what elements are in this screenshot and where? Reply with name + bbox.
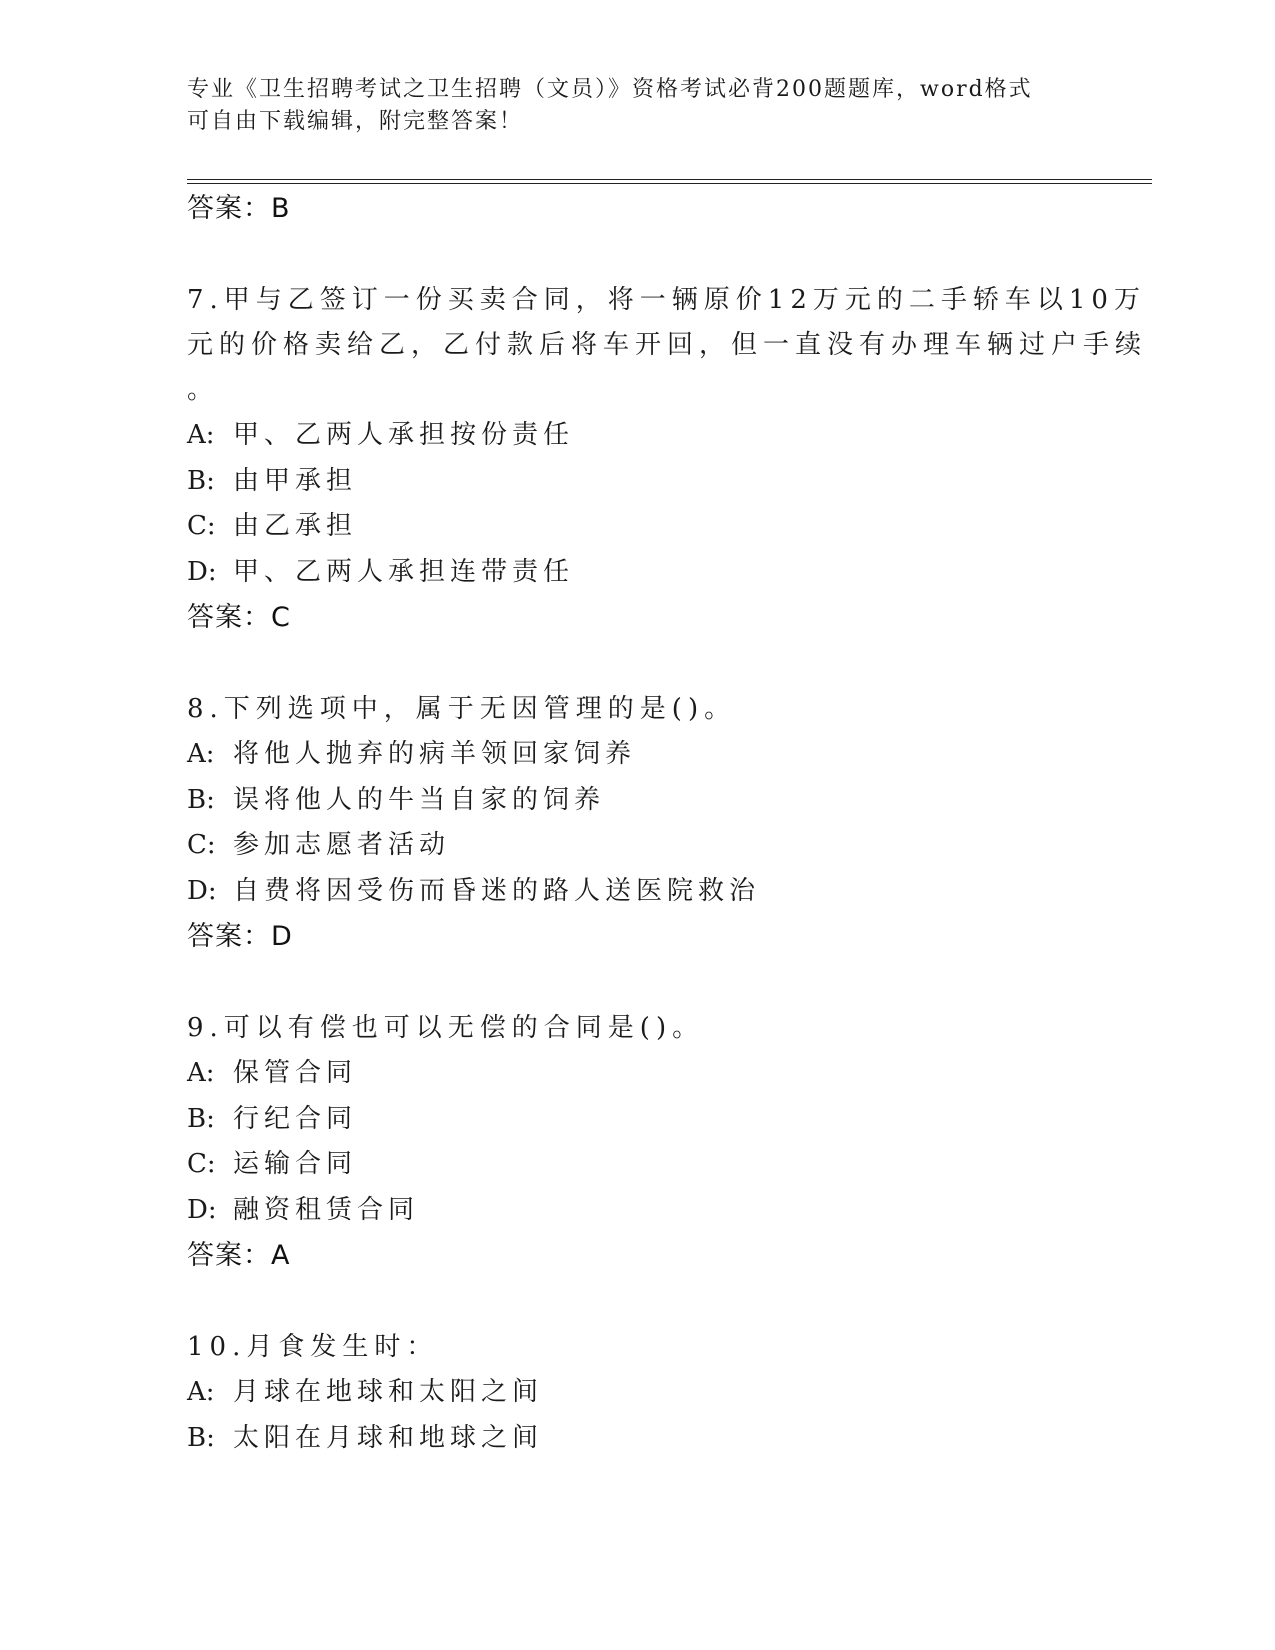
option-label: A: bbox=[187, 1377, 215, 1407]
header-line-2: 可自由下载编辑，附完整答案！ bbox=[187, 109, 524, 134]
option-a bbox=[187, 413, 1087, 459]
option-label: B: bbox=[187, 1422, 215, 1453]
option-text: 自费将因受伤而昏迷的路人送医院救治 bbox=[233, 875, 761, 906]
option-text: 运输合同 bbox=[233, 1149, 358, 1179]
option-label: A: bbox=[187, 1058, 215, 1088]
spacer bbox=[187, 1279, 1087, 1325]
header-line-1: 专业《卫生招聘考试之卫生招聘（文员）》资格考试必背200题题库，word格式 bbox=[187, 77, 1033, 102]
option-label: D: bbox=[187, 875, 217, 906]
option-a bbox=[187, 1370, 1087, 1416]
option-text: 行纪合同 bbox=[233, 1103, 358, 1134]
option-label: C: bbox=[187, 511, 216, 541]
header-divider-bottom bbox=[187, 183, 1152, 184]
option-text: 参加志愿者活动 bbox=[233, 830, 451, 860]
page-header bbox=[187, 74, 1087, 138]
answer: 答案：A bbox=[187, 1240, 291, 1271]
question-text-line: 10.月食发生时： bbox=[187, 1332, 439, 1362]
option-label: A: bbox=[187, 420, 215, 450]
option-c bbox=[187, 823, 1087, 869]
option-text: 融资租赁合同 bbox=[233, 1194, 420, 1225]
question-10 bbox=[187, 1325, 1087, 1461]
question-7 bbox=[187, 278, 1148, 641]
question-list bbox=[187, 186, 1148, 1461]
option-text: 由乙承担 bbox=[233, 511, 358, 541]
header-divider-top bbox=[187, 179, 1152, 180]
option-label: D: bbox=[187, 556, 217, 587]
option-a bbox=[187, 1051, 1087, 1097]
spacer bbox=[187, 641, 1087, 687]
question-text-line: 7.甲与乙签订一份买卖合同，将一辆原价12万元的二手轿车以10万 bbox=[187, 285, 1146, 315]
question-text-line: 9.可以有偿也可以无偿的合同是()。 bbox=[187, 1013, 705, 1043]
option-label: B: bbox=[187, 465, 215, 496]
option-label: C: bbox=[187, 830, 216, 860]
option-label: A: bbox=[187, 739, 215, 769]
option-text: 将他人抛弃的病羊领回家饲养 bbox=[233, 739, 637, 769]
option-b bbox=[187, 1097, 1087, 1143]
option-text: 月球在地球和太阳之间 bbox=[233, 1377, 544, 1407]
option-label: C: bbox=[187, 1149, 216, 1179]
option-text: 太阳在月球和地球之间 bbox=[233, 1422, 544, 1453]
option-text: 由甲承担 bbox=[233, 465, 358, 496]
option-c bbox=[187, 504, 1087, 550]
question-text-line: 元的价格卖给乙，乙付款后将车开回，但一直没有办理车辆过户手续 bbox=[187, 330, 1148, 360]
spacer bbox=[187, 232, 1087, 278]
option-b bbox=[187, 1416, 1087, 1462]
option-d bbox=[187, 550, 1087, 596]
option-text: 保管合同 bbox=[233, 1058, 358, 1088]
option-label: B: bbox=[187, 784, 215, 815]
option-d bbox=[187, 1188, 1087, 1234]
answer: 答案：D bbox=[187, 921, 293, 952]
question-8 bbox=[187, 687, 1087, 960]
question-text-line: 8.下列选项中，属于无因管理的是()。 bbox=[187, 694, 737, 724]
option-c bbox=[187, 1142, 1087, 1188]
question-text-line: 。 bbox=[187, 375, 220, 405]
option-text: 甲、乙两人承担连带责任 bbox=[233, 556, 575, 587]
previous-answer: 答案：B bbox=[187, 193, 291, 224]
option-b bbox=[187, 459, 1087, 505]
question-9 bbox=[187, 1006, 1087, 1279]
option-label: D: bbox=[187, 1194, 217, 1225]
option-b bbox=[187, 778, 1087, 824]
answer: 答案：C bbox=[187, 602, 291, 633]
spacer bbox=[187, 960, 1087, 1006]
option-text: 甲、乙两人承担按份责任 bbox=[233, 420, 575, 450]
option-a bbox=[187, 732, 1087, 778]
option-d bbox=[187, 869, 1087, 915]
option-text: 误将他人的牛当自家的饲养 bbox=[233, 784, 606, 815]
option-label: B: bbox=[187, 1103, 215, 1134]
